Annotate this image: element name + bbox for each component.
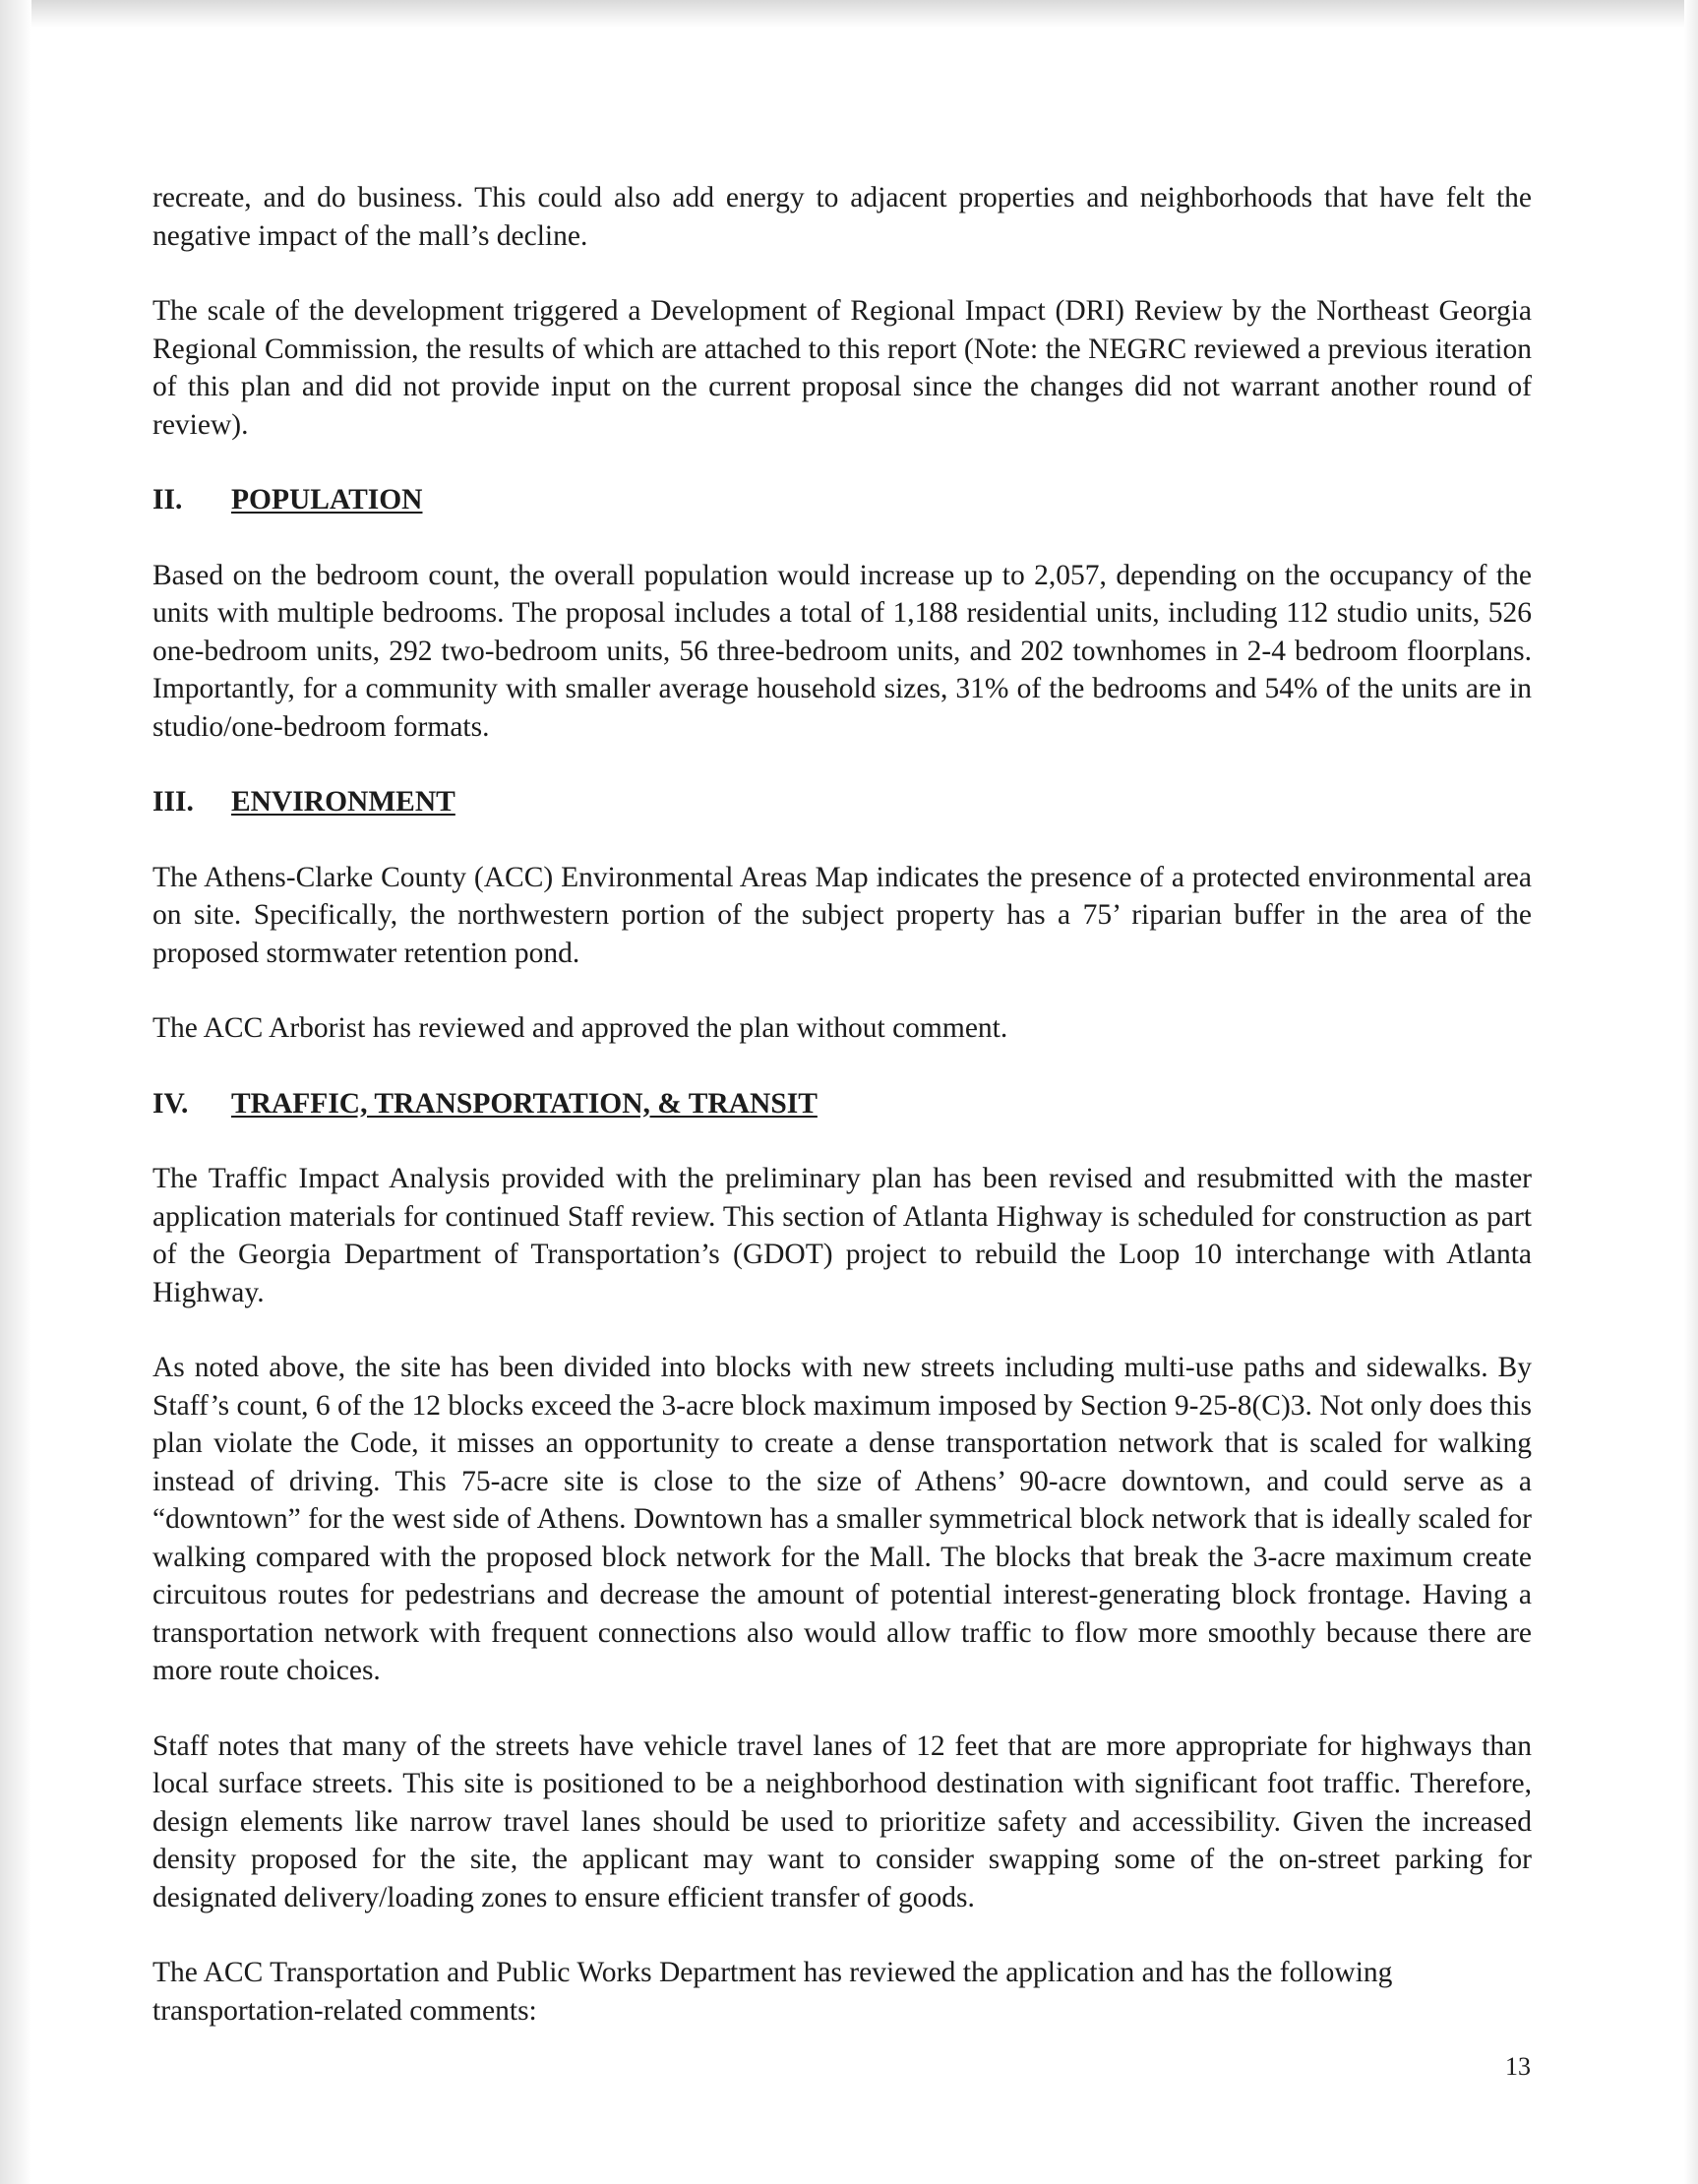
paragraph: Staff notes that many of the streets have vehicle travel lanes of 12 feet that are more appropriate for highways than local surface streets. This site is positioned to be a neighborhood destination with significant foot traffic. Therefore, design elements like narrow travel lanes should be used to prioritize safety and accessibility. Given the increased density proposed for the site, the applicant may want to consider swapping some of the on-street parking for designated delivery/loading zones to ensure efficient transfer of goods.	[152, 1729, 1532, 1913]
section-number: II.	[152, 484, 183, 516]
paragraph: The ACC Transportation and Public Works Department has reviewed the application and has the following transportation-related comments:	[152, 1957, 1393, 2027]
page-number: 13	[1505, 2052, 1531, 2081]
section-heading-traffic	[152, 1085, 1532, 1123]
paragraph: The Athens-Clarke County (ACC) Environmental Areas Map indicates the presence of a protected environmental area on site. Specifically, the northwestern portion of the subject property has a 75’ riparian buffer in the area of the proposed stormwater retention pond.	[152, 861, 1532, 969]
section-heading-population	[152, 481, 1532, 519]
scan-edge-top	[0, 0, 1698, 28]
section-number: IV.	[152, 1087, 189, 1120]
section-heading-environment	[152, 783, 1532, 821]
paragraph: As noted above, the site has been divided into blocks with new streets including multi-use paths and sidewalks. By Staff’s count, 6 of the 12 blocks exceed the 3-acre block maximum imposed by Section 9-25-8(C)3. Not only does this plan violate the Code, it misses an opportunity to create a dense transportation network that is scaled for walking instead of driving. This 75-acre site is close to the size of Athens’ 90-acre downtown, and could serve as a “downtown” for the west side of Athens. Downtown has a smaller symmetrical block network that is ideally scaled for walking compared with the proposed block network for the Mall. The blocks that break the 3-acre maximum create circuitous routes for pedestrians and decrease the amount of potential interest-generating block frontage. Having a transportation network with frequent connections also would allow traffic to flow more smoothly because there are more route choices.	[152, 1352, 1532, 1686]
section-title: TRAFFIC, TRANSPORTATION, & TRANSIT	[231, 1087, 818, 1120]
paragraph: The ACC Arborist has reviewed and approved the plan without comment.	[152, 1012, 1008, 1044]
section-number: III.	[152, 786, 194, 818]
scan-edge-right	[1684, 0, 1698, 2184]
section-title: ENVIRONMENT	[231, 786, 455, 818]
paragraph: The Traffic Impact Analysis provided with the preliminary plan has been revised and resubmitted with the master application materials for continued Staff review. This section of Atlanta Highway is scheduled for construction as part of the Georgia Department of Transportation’s (GDOT) project to rebuild the Loop 10 interchange with Atlanta Highway.	[152, 1163, 1532, 1308]
document-body	[152, 179, 1532, 2067]
paragraph: The scale of the development triggered a Development of Regional Impact (DRI) Review by the Northeast Georgia Regional Commission, the results of which are attached to this report (Note: the NEGRC reviewed a previous iteration of this plan and did not provide input on the current proposal since the changes did not warrant another round of review).	[152, 295, 1532, 441]
scan-edge-left	[0, 0, 31, 2184]
paragraph: Based on the bedroom count, the overall population would increase up to 2,057, depending on the occupancy of the units with multiple bedrooms. The proposal includes a total of 1,188 residential units, including 112 studio units, 526 one-bedroom units, 292 two-bedroom units, 56 three-bedroom units, and 202 townhomes in 2-4 bedroom floorplans. Importantly, for a community with smaller average household sizes, 31% of the bedrooms and 54% of the units are in studio/one-bedroom formats.	[152, 559, 1532, 743]
paragraph: recreate, and do business. This could also add energy to adjacent properties and neighborhoods that have felt the negative impact of the mall’s decline.	[152, 182, 1532, 252]
section-title: POPULATION	[231, 484, 423, 516]
